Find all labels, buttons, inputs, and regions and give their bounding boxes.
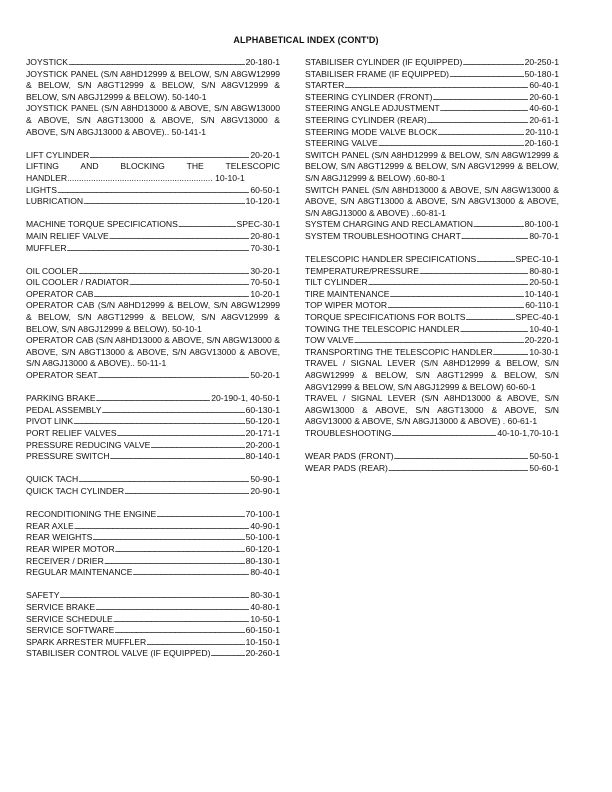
index-column-left: [26, 57, 280, 671]
entry-topic: OIL COOLER: [26, 265, 79, 276]
index-entry-operator-seat[interactable]: [26, 370, 280, 382]
index-group: [26, 219, 280, 254]
index-group: [305, 451, 559, 474]
index-entry-transporting-the-telescopic-handler[interactable]: [305, 347, 559, 359]
dot-leader: [178, 219, 236, 231]
entry-page-ref: 20-200-1: [245, 439, 280, 450]
entry-page-ref: 20-110-1: [525, 126, 559, 137]
dot-leader: [465, 312, 514, 324]
entry-page-ref: 60-50-1: [250, 184, 280, 195]
index-entry-service-schedule[interactable]: [26, 614, 280, 626]
dot-leader: [388, 463, 528, 475]
index-entry-spark-arrester-muffler[interactable]: [26, 637, 280, 649]
index-entry-stabiliser-frame-if-equipped[interactable]: [305, 69, 559, 81]
entry-page-ref: 10-50-1: [250, 613, 280, 624]
dot-leader: [110, 451, 245, 463]
index-entry-safety[interactable]: [26, 590, 280, 602]
index-group: [305, 57, 559, 243]
index-entry-lubrication[interactable]: [26, 196, 280, 208]
index-entry-steering-mode-valve-block[interactable]: [305, 127, 559, 139]
entry-page-ref: 60-40-1: [529, 80, 559, 91]
entry-topic: TILT CYLINDER: [305, 277, 368, 288]
index-entry-torque-specifications-for-bolts[interactable]: [305, 312, 559, 324]
index-entry-steering-angle-adjustment[interactable]: [305, 103, 559, 115]
index-group: [26, 509, 280, 579]
entry-topic: RECONDITIONING THE ENGINE: [26, 509, 157, 520]
entry-page-ref: 20-61-1: [529, 114, 559, 125]
entry-page-ref: 10-120-1: [245, 196, 280, 207]
entry-topic: STABILISER FRAME (IF EQUIPPED): [305, 68, 450, 79]
dot-leader: [394, 451, 529, 463]
entry-topic: PARKING BRAKE: [26, 393, 96, 404]
dot-leader: [59, 590, 249, 602]
dot-leader: [354, 335, 524, 347]
entry-topic: STABILISER CYLINDER (IF EQUIPPED): [305, 57, 463, 67]
dot-leader: [391, 428, 496, 440]
page-title: ALPHABETICAL INDEX (CONT'D): [233, 35, 379, 45]
dot-leader: [83, 196, 244, 208]
index-entry-lifting-and-blocking-the-telescopic-hand[interactable]: LIFTING AND BLOCKING THE TELESCOPIC HANDLER............................................................. 10-10-1: [26, 161, 280, 183]
index-entry-pedal-assembly[interactable]: [26, 405, 280, 417]
dot-leader: [132, 567, 249, 579]
dot-leader: [461, 231, 529, 243]
entry-topic: PIVOT LINK: [26, 416, 74, 427]
dot-leader: [476, 254, 514, 266]
entry-topic: LUBRICATION: [26, 196, 84, 207]
entry-page-ref: 80-140-1: [245, 451, 280, 462]
entry-page-ref: 20-171-1: [245, 428, 280, 438]
dot-leader: [94, 289, 250, 301]
entry-page-ref: 80-70-1: [529, 230, 559, 241]
index-entry-tilt-cylinder[interactable]: [305, 277, 559, 289]
entry-topic: PEDAL ASSEMBLY: [26, 404, 102, 415]
entry-page-ref: SPEC-40-1: [515, 312, 559, 323]
entry-page-ref: 40-60-1: [529, 103, 559, 114]
dot-leader: [114, 625, 244, 637]
entry-page-ref: 60-130-1: [245, 404, 280, 415]
index-entry-operator-cab-s-n-a8hd13000-above-s-n-a8g[interactable]: OPERATOR CAB (S/N A8HD13000 & ABOVE, S/N A8GW13000 & ABOVE, S/N A8GT13000 & ABOVE, S/N A8GV13000 & ABOVE, S/N A8GJ13000 & ABOVE).. 50-11-1: [26, 335, 280, 369]
entry-page-ref: 20-80-1: [250, 230, 280, 241]
index-entry-receiver-drier[interactable]: [26, 556, 280, 568]
entry-topic: STARTER: [305, 80, 345, 91]
index-entry-service-brake[interactable]: [26, 602, 280, 614]
entry-page-ref: 10-150-1: [245, 636, 280, 647]
entry-page-ref: 50-120-1: [245, 416, 280, 427]
index-entry-stabiliser-control-valve-if-equipped[interactable]: [26, 648, 280, 660]
index-group: [26, 266, 280, 382]
entry-topic: STEERING CYLINDER (REAR): [305, 114, 427, 125]
dot-leader: [150, 440, 244, 452]
dot-leader: [98, 370, 250, 382]
dot-leader: [440, 103, 529, 115]
entry-page-ref: 20-220-1: [524, 335, 559, 346]
index-entry-oil-cooler[interactable]: [26, 266, 280, 278]
index-entry-telescopic-handler-specifications[interactable]: [305, 254, 559, 266]
dot-leader: [101, 405, 244, 417]
index-group: [26, 57, 280, 138]
entry-topic: REAR WIPER MOTOR: [26, 543, 115, 554]
dot-leader: [210, 648, 244, 660]
entry-page-ref: 20-50-1: [529, 277, 559, 288]
index-entry-steering-valve[interactable]: [305, 138, 559, 150]
dot-leader: [129, 277, 249, 289]
entry-page-ref: 20-250-1: [524, 57, 559, 67]
entry-page-ref: 70-50-1: [250, 277, 280, 288]
index-entry-operator-cab-s-n-a8hd12999-below-s-n-a8g[interactable]: OPERATOR CAB (S/N A8HD12999 & BELOW, S/N A8GW12999 & BELOW, S/N A8GT12999 & BELOW, S/N A8GV12999 & BELOW, S/N A8GJ12999 & BELOW). 50-10-1: [26, 300, 280, 334]
index-entry-travel-signal-lever-s-n-a8hd12999-below-[interactable]: TRAVEL / SIGNAL LEVER (S/N A8HD12999 & BELOW, S/N A8GW12999 & BELOW, S/N A8GT12999 & BELOW, S/N A8GV12999 & BELOW, S/N A8GJ12999 & BELOW) 60-60-1: [305, 358, 559, 392]
dot-leader: [368, 277, 529, 289]
index-entry-parking-brake[interactable]: [26, 393, 280, 405]
entry-page-ref: 80-40-1: [250, 567, 280, 578]
index-entry-switch-panel-s-n-a8hd13000-above-s-n-a8g[interactable]: SWITCH PANEL (S/N A8HD13000 & ABOVE, S/N A8GW13000 & ABOVE, S/N A8GT13000 & ABOVE, S/N A8GV13000 & ABOVE, S/N A8GJ13000 & ABOVE) ..60-81-1: [305, 184, 559, 218]
dot-leader: [460, 324, 529, 336]
entry-topic: SPARK ARRESTER MUFFLER: [26, 636, 147, 647]
entry-topic: LIFT CYLINDER: [26, 149, 90, 160]
entry-page-ref: 70-30-1: [250, 242, 280, 253]
index-entry-quick-tach-cylinder[interactable]: [26, 486, 280, 498]
index-group: [26, 474, 280, 497]
index-entry-lights[interactable]: [26, 185, 280, 197]
entry-page-ref: 40-90-1: [250, 520, 280, 531]
index-entry-pivot-link[interactable]: [26, 416, 280, 428]
entry-page-ref: 30-20-1: [250, 265, 280, 276]
entry-topic: MUFFLER: [26, 242, 67, 253]
index-entry-pressure-reducing-valve[interactable]: [26, 440, 280, 452]
entry-topic: REAR AXLE: [26, 520, 74, 531]
entry-topic: OIL COOLER / RADIATOR: [26, 277, 129, 288]
dot-leader: [67, 243, 250, 255]
entry-topic: TROUBLESHOOTING: [305, 428, 392, 438]
entry-topic: SYSTEM TROUBLESHOOTING CHART: [305, 230, 461, 241]
entry-page-ref: 20-190-1, 40-50-1: [211, 393, 280, 404]
entry-topic: TEMPERATURE/PRESSURE: [305, 265, 419, 276]
index-entry-steering-cylinder-rear[interactable]: [305, 115, 559, 127]
entry-page-ref: 80-30-1: [250, 590, 280, 601]
entry-topic: REAR WEIGHTS: [26, 532, 93, 543]
dot-leader: [156, 509, 244, 521]
entry-topic: MAIN RELIEF VALVE: [26, 230, 109, 241]
entry-topic: TOW VALVE: [305, 335, 354, 346]
entry-topic: RECEIVER / DRIER: [26, 555, 104, 566]
dot-leader: [117, 428, 245, 440]
entry-topic: SERVICE SCHEDULE: [26, 613, 113, 624]
index-entry-muffler[interactable]: [26, 243, 280, 255]
entry-topic: QUICK TACH: [26, 474, 79, 485]
entry-topic: JOYSTICK: [26, 57, 69, 67]
entry-topic: REGULAR MAINTENANCE: [26, 567, 133, 578]
entry-page-ref: 50-180-1: [524, 68, 559, 79]
index-entry-regular-maintenance[interactable]: [26, 567, 280, 579]
dot-leader: [493, 347, 529, 359]
entry-topic: TELESCOPIC HANDLER SPECIFICATIONS: [305, 254, 477, 265]
index-entry-troubleshooting[interactable]: [305, 428, 559, 440]
dot-leader: [92, 532, 244, 544]
dot-leader: [109, 231, 250, 243]
dot-leader: [57, 185, 249, 197]
dot-leader: [378, 138, 524, 150]
dot-leader: [78, 474, 249, 486]
entry-topic: QUICK TACH CYLINDER: [26, 485, 125, 496]
entry-page-ref: 10-140-1: [524, 288, 559, 299]
index-entry-wear-pads-front[interactable]: [305, 451, 559, 463]
entry-topic: TORQUE SPECIFICATIONS FOR BOLTS: [305, 312, 466, 323]
entry-page-ref: 40-10-1,70-10-1: [497, 428, 559, 438]
entry-page-ref: 50-90-1: [250, 474, 280, 485]
dot-leader: [437, 127, 524, 139]
index-column-right: [305, 57, 559, 486]
index-entry-oil-cooler-radiator[interactable]: [26, 277, 280, 289]
entry-topic: PRESSURE REDUCING VALVE: [26, 439, 151, 450]
entry-page-ref: 50-60-1: [529, 462, 559, 473]
dot-leader: [113, 614, 250, 626]
entry-topic: PORT RELIEF VALVES: [26, 428, 117, 438]
dot-leader: [473, 219, 524, 231]
dot-leader: [387, 300, 524, 312]
dot-leader: [96, 393, 211, 405]
dot-leader: [115, 544, 245, 556]
dot-leader: [419, 266, 528, 278]
entry-topic: OPERATOR CAB: [26, 288, 94, 299]
entry-page-ref: 50-100-1: [245, 532, 280, 543]
dot-leader: [390, 289, 524, 301]
entry-topic: STABILISER CONTROL VALVE (IF EQUIPPED): [26, 648, 211, 659]
entry-page-ref: 20-20-1: [250, 149, 280, 160]
index-group: [26, 393, 280, 463]
index-entry-rear-axle[interactable]: [26, 521, 280, 533]
index-entry-switch-panel-s-n-a8hd12999-below-s-n-a8g[interactable]: SWITCH PANEL (S/N A8HD12999 & BELOW, S/N A8GW12999 & BELOW, S/N A8GT12999 & BELOW, S/N A8GV12999 & BELOW, S/N A8GJ12999 & BELOW) .60-80-1: [305, 149, 559, 183]
entry-page-ref: 60-110-1: [525, 300, 559, 311]
entry-page-ref: 80-130-1: [245, 555, 280, 566]
entry-page-ref: 10-30-1: [529, 346, 559, 357]
entry-topic: LIGHTS: [26, 184, 58, 195]
index-entry-machine-torque-specifications[interactable]: [26, 219, 280, 231]
index-entry-towing-the-telescopic-handler[interactable]: [305, 324, 559, 336]
entry-topic: STEERING CYLINDER (FRONT): [305, 91, 433, 102]
index-group: [26, 590, 280, 660]
index-group: [305, 254, 559, 440]
dot-leader: [73, 416, 244, 428]
entry-topic: SAFETY: [26, 590, 60, 601]
dot-leader: [104, 556, 245, 568]
entry-page-ref: 70-100-1: [245, 509, 280, 520]
entry-page-ref: 20-160-1: [524, 138, 559, 149]
index-entry-wear-pads-rear[interactable]: [305, 463, 559, 475]
dot-leader: [449, 69, 524, 81]
index-entry-quick-tach[interactable]: [26, 474, 280, 486]
entry-page-ref: 80-100-1: [524, 219, 559, 230]
index-entry-reconditioning-the-engine[interactable]: [26, 509, 280, 521]
dot-leader: [427, 115, 529, 127]
index-entry-tow-valve[interactable]: [305, 335, 559, 347]
dot-leader: [462, 57, 523, 69]
index-entry-joystick[interactable]: [26, 57, 280, 69]
index-entry-pressure-switch[interactable]: [26, 451, 280, 463]
dot-leader: [68, 57, 245, 69]
dot-leader: [146, 637, 244, 649]
entry-page-ref: 60-150-1: [245, 625, 280, 636]
entry-topic: OPERATOR SEAT: [26, 370, 98, 381]
entry-topic: MACHINE TORQUE SPECIFICATIONS: [26, 219, 178, 230]
entry-topic: TOWING THE TELESCOPIC HANDLER: [305, 323, 460, 334]
index-entry-joystick-panel-s-n-a8hd13000-above-s-n-a[interactable]: JOYSTICK PANEL (S/N A8HD13000 & ABOVE, S/N A8GW13000 & ABOVE, S/N A8GT13000 & ABOVE, S/N A8GV13000 & ABOVE, S/N A8GJ13000 & ABOVE).. 50-141-1: [26, 103, 280, 137]
entry-page-ref: 50-50-1: [529, 451, 559, 462]
index-entry-system-charging-and-reclamation[interactable]: [305, 219, 559, 231]
entry-page-ref: 40-80-1: [250, 601, 280, 612]
entry-page-ref: 20-90-1: [250, 485, 280, 496]
entry-page-ref: 20-60-1: [529, 91, 559, 102]
entry-topic: WEAR PADS (FRONT): [305, 451, 394, 462]
entry-topic: WEAR PADS (REAR): [305, 462, 388, 473]
entry-topic: PRESSURE SWITCH: [26, 451, 110, 462]
entry-topic: SERVICE SOFTWARE: [26, 625, 115, 636]
index-entry-operator-cab[interactable]: [26, 289, 280, 301]
index-entry-travel-signal-lever-s-n-a8hd13000-above-[interactable]: TRAVEL / SIGNAL LEVER (S/N A8HD13000 & ABOVE, S/N A8GW13000 & ABOVE, S/N A8GT13000 & ABOVE, S/N A8GV13000 & ABOVE, S/N A8GJ13000 & ABOVE) . 60-61-1: [305, 393, 559, 427]
entry-topic: TOP WIPER MOTOR: [305, 300, 388, 311]
index-entry-top-wiper-motor[interactable]: [305, 300, 559, 312]
entry-page-ref: 20-180-1: [245, 57, 280, 67]
index-entry-system-troubleshooting-chart[interactable]: [305, 231, 559, 243]
entry-page-ref: SPEC-10-1: [515, 254, 559, 265]
entry-page-ref: 10-40-1: [529, 323, 559, 334]
entry-page-ref: 10-20-1: [250, 288, 280, 299]
dot-leader: [78, 266, 249, 278]
index-entry-starter[interactable]: [305, 80, 559, 92]
entry-topic: STEERING ANGLE ADJUSTMENT: [305, 103, 440, 114]
entry-topic: SERVICE BRAKE: [26, 601, 96, 612]
index-entry-lift-cylinder[interactable]: [26, 150, 280, 162]
entry-topic: STEERING VALVE: [305, 138, 378, 149]
index-entry-port-relief-valves[interactable]: [26, 428, 280, 440]
entry-page-ref: 50-20-1: [250, 370, 280, 381]
index-entry-steering-cylinder-front[interactable]: [305, 92, 559, 104]
entry-page-ref: 20-260-1: [245, 648, 280, 659]
entry-page-ref: 80-80-1: [529, 265, 559, 276]
dot-leader: [74, 521, 250, 533]
dot-leader: [95, 602, 249, 614]
index-entry-joystick-panel-s-n-a8hd12999-below-s-n-a[interactable]: JOYSTICK PANEL (S/N A8HD12999 & BELOW, S/N A8GW12999 & BELOW, S/N A8GT12999 & BELOW, S/N A8GV12999 & BELOW, S/N A8GJ12999 & BELOW). 50-140-1: [26, 68, 280, 102]
index-entry-stabiliser-cylinder-if-equipped[interactable]: [305, 57, 559, 69]
dot-leader: [344, 80, 528, 92]
entry-topic: SYSTEM CHARGING AND RECLAMATION: [305, 219, 473, 230]
entry-topic: TIRE MAINTENANCE: [305, 288, 390, 299]
index-group: [26, 150, 280, 208]
index-entry-service-software[interactable]: [26, 625, 280, 637]
entry-topic: TRANSPORTING THE TELESCOPIC HANDLER: [305, 346, 493, 357]
entry-topic: STEERING MODE VALVE BLOCK: [305, 126, 438, 137]
index-entry-main-relief-valve[interactable]: [26, 231, 280, 243]
index-entry-temperature-pressure[interactable]: [305, 266, 559, 278]
dot-leader: [124, 486, 249, 498]
index-entry-rear-weights[interactable]: [26, 532, 280, 544]
entry-page-ref: SPEC-30-1: [236, 219, 280, 230]
dot-leader: [89, 150, 249, 162]
index-entry-tire-maintenance[interactable]: [305, 289, 559, 301]
index-entry-rear-wiper-motor[interactable]: [26, 544, 280, 556]
entry-page-ref: 60-120-1: [245, 543, 280, 554]
dot-leader: [432, 92, 528, 104]
